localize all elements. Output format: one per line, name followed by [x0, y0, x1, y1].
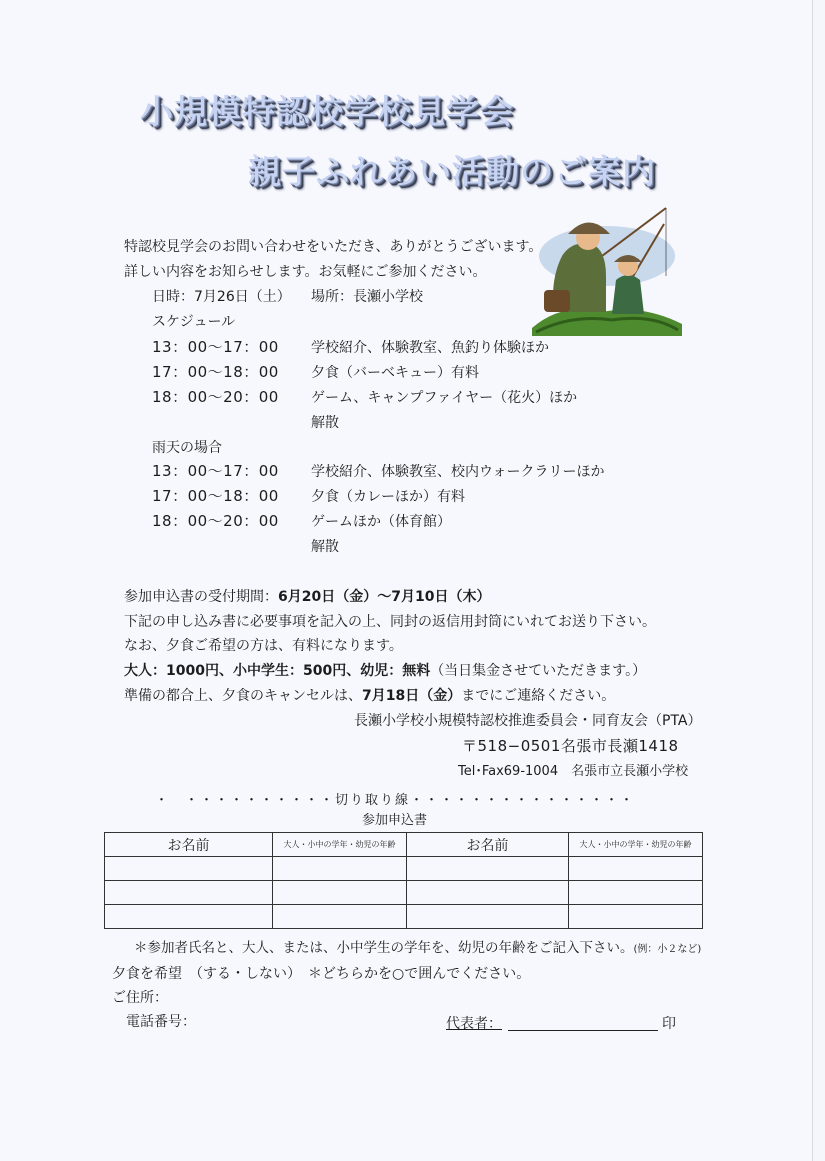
period-value: 6月20日（金）〜7月10日（木） [278, 589, 491, 605]
title-line-1: 小規模特認校学校見学会 [140, 92, 514, 131]
rain-time: 18：00〜20：00 [152, 512, 279, 530]
seal-mark: 印 [662, 1016, 676, 1032]
schedule-activity: 学校紹介、体験教室、魚釣り体験ほか [311, 340, 549, 356]
dinner-choice: 夕食を希望 （する・しない） ＊どちらかを○で囲んでください。 [112, 966, 531, 982]
schedule-activity: 解散 [311, 415, 339, 431]
rain-activity: 夕食（カレーほか）有料 [311, 489, 465, 505]
schedule-activity: ゲーム、キャンプファイヤー（花火）ほか [311, 390, 578, 406]
schedule-time: 13：00〜17：00 [152, 338, 279, 356]
table-row [105, 881, 703, 905]
intro-line-2: 詳しい内容をお知らせします。お気軽にご参加ください。 [124, 264, 487, 280]
representative-label: 代表者： [446, 1016, 502, 1032]
age-cell[interactable] [569, 905, 703, 929]
intro-line-1: 特認校見学会のお問い合わせをいただき、ありがとうございます。 [124, 239, 543, 255]
cancel-date: 7月18日（金） [362, 688, 462, 704]
age-cell[interactable] [569, 857, 703, 881]
age-cell[interactable] [273, 905, 407, 929]
representative-signature-line[interactable] [508, 1030, 658, 1031]
table-header-row [105, 833, 703, 857]
fees-note: （当日集金させていただきます。） [430, 663, 647, 679]
sender-address: 〒518−0501名張市長瀬1418 [462, 737, 679, 755]
application-dinner-note: なお、夕食ご希望の方は、有料になります。 [124, 638, 403, 654]
schedule-time: 17：00〜18：00 [152, 363, 279, 381]
form-note-text: ＊参加者氏名と、大人、または、小中学生の学年を、幼児の年齢をご記入下さい。 [134, 940, 634, 956]
period-label: 参加申込書の受付期間： [124, 589, 278, 605]
event-date: 日時：7月26日（土） [152, 289, 291, 305]
cut-line: ・ ・・・・・・・・・・切り取り線・・・・・・・・・・・・・・・ [155, 793, 636, 808]
event-place: 場所：長瀬小学校 [311, 289, 423, 305]
phone-label: 電話番号： [126, 1014, 196, 1030]
father-and-child-fishing-icon [532, 206, 682, 336]
rain-activity: 学校紹介、体験教室、校内ウォークラリーほか [311, 464, 605, 480]
age-cell[interactable] [569, 881, 703, 905]
table-row [105, 857, 703, 881]
fees-line [124, 664, 646, 678]
col-name: お名前 [105, 833, 273, 857]
name-cell[interactable] [407, 881, 569, 905]
rain-heading: 雨天の場合 [152, 440, 222, 456]
rain-activity: ゲームほか（体育館） [311, 514, 451, 530]
name-cell[interactable] [407, 905, 569, 929]
age-cell[interactable] [273, 881, 407, 905]
col-age: 大人・小中の学年・幼児の年齢 [569, 833, 703, 857]
form-title: 参加申込書 [362, 813, 428, 828]
cancel-post: までにご連絡ください。 [461, 688, 616, 704]
address-label: ご住所： [112, 990, 168, 1006]
sender-tel: Tel･Fax69-1004 名張市立長瀬小学校 [458, 764, 689, 779]
schedule-activity: 夕食（バーベキュー）有料 [311, 365, 479, 381]
application-form-table [104, 832, 703, 929]
rain-time: 13：00〜17：00 [152, 462, 279, 480]
rain-activity: 解散 [311, 539, 339, 555]
schedule-time: 18：00〜20：00 [152, 388, 279, 406]
form-note-example: (例：小２など) [633, 944, 702, 955]
schedule-heading: スケジュール [152, 314, 236, 330]
title-line-2: 親子ふれあい活動のご案内 [248, 152, 656, 191]
col-age: 大人・小中の学年・幼児の年齢 [273, 833, 407, 857]
fees: 大人：1000円、小中学生：500円、幼児：無料 [124, 663, 431, 679]
application-period [124, 590, 490, 604]
rain-time: 17：00〜18：00 [152, 487, 279, 505]
cancel-pre: 準備の都合上、夕食のキャンセルは、 [124, 688, 362, 704]
sender-org: 長瀬小学校小規模特認校推進委員会・同育友会（PTA） [354, 713, 702, 729]
age-cell[interactable] [273, 857, 407, 881]
cancel-line [124, 689, 615, 703]
application-instruction: 下記の申し込み書に必要事項を記入の上、同封の返信用封筒にいれてお送り下さい。 [124, 614, 656, 630]
col-name: お名前 [407, 833, 569, 857]
name-cell[interactable] [105, 857, 273, 881]
name-cell[interactable] [105, 905, 273, 929]
name-cell[interactable] [407, 857, 569, 881]
name-cell[interactable] [105, 881, 273, 905]
table-row [105, 905, 703, 929]
form-note [134, 942, 701, 956]
